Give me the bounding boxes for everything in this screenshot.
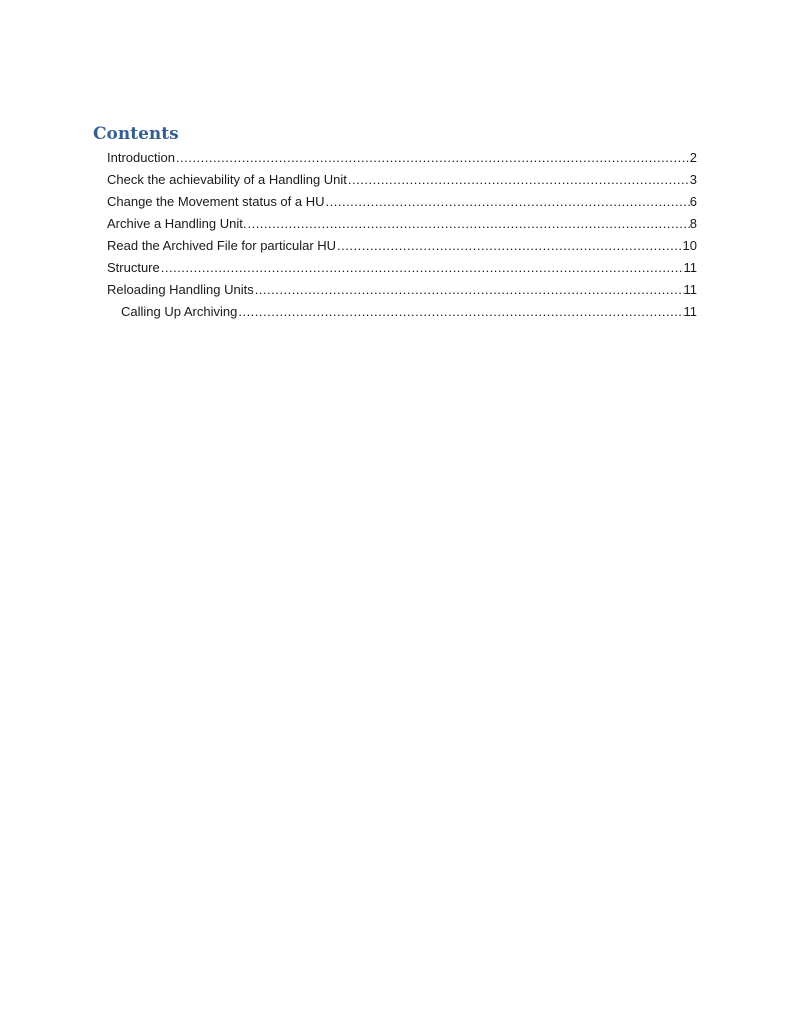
- toc-entry-page: 11: [683, 304, 697, 319]
- toc-entry-reloading-handling-units[interactable]: [107, 279, 697, 301]
- toc-entry-read-archived-file[interactable]: [107, 235, 697, 257]
- toc-dot-leader: [336, 235, 682, 257]
- toc-dot-leader: [175, 147, 690, 169]
- toc-entry-check-achievability[interactable]: [107, 169, 697, 191]
- toc-dot-leader: [254, 279, 684, 301]
- table-of-contents: [107, 147, 697, 323]
- toc-entry-structure[interactable]: [107, 257, 697, 279]
- toc-entry-page: 8: [689, 216, 697, 231]
- toc-entry-archive-handling-unit[interactable]: [107, 213, 697, 235]
- toc-entry-title: Check the achievability of a Handling Unit: [107, 172, 347, 187]
- toc-entry-title: Read the Archived File for particular HU: [107, 238, 337, 253]
- toc-entry-title: Introduction: [107, 150, 175, 165]
- toc-dot-leader: [160, 257, 684, 279]
- toc-entry-page: 2: [689, 150, 697, 165]
- toc-dot-leader: [237, 301, 683, 323]
- toc-dot-leader: [246, 213, 689, 235]
- toc-entry-title: Structure: [107, 260, 160, 275]
- toc-heading: Contents: [93, 124, 179, 144]
- toc-entry-calling-up-archiving[interactable]: [107, 301, 697, 323]
- toc-entry-title: Change the Movement status of a HU: [107, 194, 325, 209]
- toc-entry-title: Archive a Handling Unit.: [107, 216, 247, 231]
- toc-entry-page: 10: [682, 238, 697, 253]
- toc-entry-page: 3: [689, 172, 697, 187]
- toc-entry-title: Calling Up Archiving: [121, 304, 238, 319]
- toc-entry-title: Reloading Handling Units: [107, 282, 254, 297]
- toc-entry-introduction[interactable]: [107, 147, 697, 169]
- toc-entry-change-movement-status[interactable]: [107, 191, 697, 213]
- toc-dot-leader: [325, 191, 690, 213]
- toc-dot-leader: [347, 169, 690, 191]
- toc-entry-page: 6: [689, 194, 697, 209]
- toc-entry-page: 11: [683, 260, 697, 275]
- toc-entry-page: 11: [683, 282, 697, 297]
